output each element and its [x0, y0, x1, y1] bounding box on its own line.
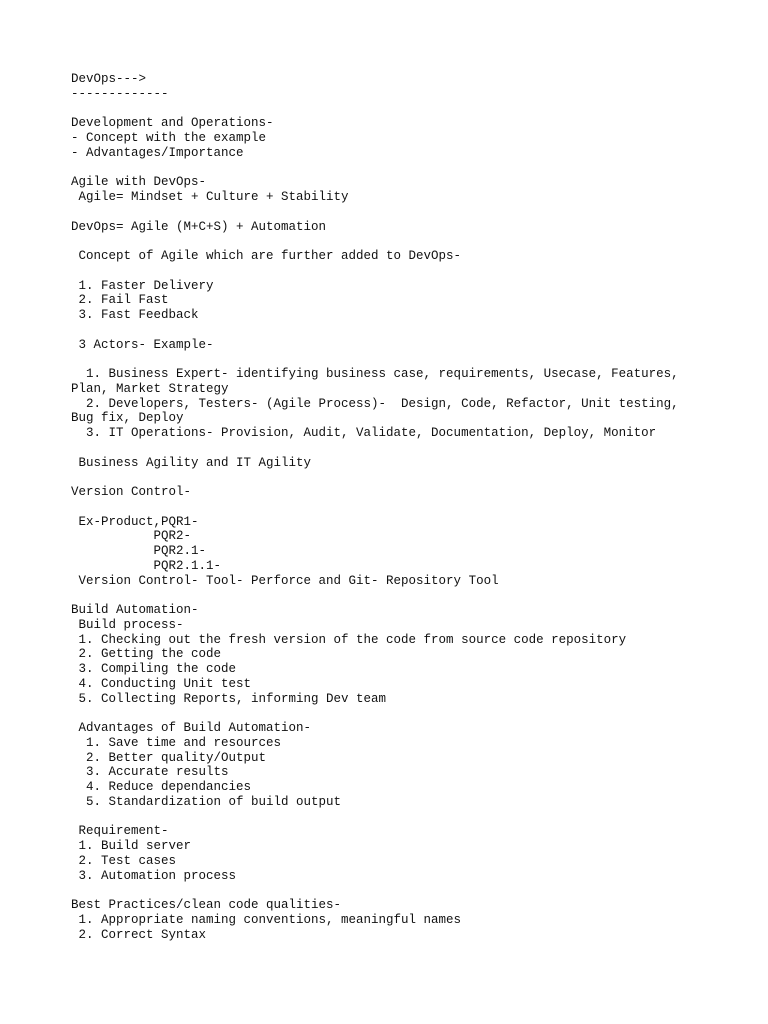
text-line: 2. Correct Syntax: [71, 927, 207, 942]
text-line: Concept of Agile which are further added to DevOps-: [71, 249, 462, 263]
text-line: Advantages of Build Automation-: [71, 721, 312, 735]
text-line: Version Control- Tool- Perforce and Git- Repository Tool: [71, 573, 499, 588]
text-line: [71, 706, 751, 721]
text-line: Build process-: [71, 617, 184, 632]
text-line: 1. Build server: [71, 839, 192, 853]
text-line: 3. IT Operations- Provision, Audit, Validate, Documentation, Deploy, Monitor: [71, 426, 657, 440]
text-line: 3 Actors- Example-: [71, 337, 214, 352]
text-line: DevOps--->: [71, 72, 147, 86]
text-line: [71, 205, 751, 220]
text-line: PQR2.1.1-: [71, 558, 222, 573]
text-line: [71, 102, 751, 117]
text-line: [71, 470, 751, 485]
text-line: [71, 883, 751, 898]
text-line: [71, 500, 751, 515]
text-line: PQR2-: [71, 529, 192, 544]
text-line: 2. Test cases: [71, 853, 177, 868]
text-line: 5. Collecting Reports, informing Dev team: [71, 691, 387, 706]
text-line: [71, 441, 751, 456]
text-line: Best Practices/clean code qualities-: [71, 898, 342, 912]
text-line: Agile with DevOps-: [71, 175, 207, 190]
text-line: 1. Save time and resources: [71, 735, 282, 750]
text-line: Bug fix, Deploy: [71, 411, 184, 426]
text-line: [71, 810, 751, 825]
text-line: [71, 588, 751, 603]
text-line: 4. Reduce dependancies: [71, 780, 252, 794]
text-line: Development and Operations-: [71, 116, 274, 131]
document-text: [71, 72, 751, 942]
text-line: 1. Checking out the fresh version of the code from source code repository: [71, 632, 627, 647]
text-line: -------------: [71, 86, 169, 101]
text-line: Business Agility and IT Agility: [71, 455, 312, 470]
text-line: [71, 352, 751, 367]
text-line: [71, 234, 751, 249]
text-line: 1. Faster Delivery: [71, 278, 214, 293]
text-line: 3. Accurate results: [71, 765, 229, 780]
text-line: 1. Business Expert- identifying business case, requirements, Usecase, Features,: [71, 367, 679, 381]
text-line: 3. Automation process: [71, 868, 237, 883]
text-line: [71, 161, 751, 176]
text-line: Version Control-: [71, 485, 192, 499]
text-line: [71, 264, 751, 279]
text-line: Plan, Market Strategy: [71, 381, 229, 396]
text-line: Agile= Mindset + Culture + Stability: [71, 190, 349, 204]
text-line: - Concept with the example: [71, 131, 267, 145]
text-line: 2. Getting the code: [71, 647, 222, 662]
text-line: - Advantages/Importance: [71, 145, 244, 160]
text-line: Ex-Product,PQR1-: [71, 514, 199, 529]
text-line: 2. Better quality/Output: [71, 750, 267, 765]
text-line: [71, 323, 751, 338]
text-line: 1. Appropriate naming conventions, meaningful names: [71, 912, 462, 927]
text-line: 3. Compiling the code: [71, 662, 237, 676]
text-line: PQR2.1-: [71, 544, 207, 558]
text-line: 4. Conducting Unit test: [71, 676, 252, 691]
text-line: DevOps= Agile (M+C+S) + Automation: [71, 219, 327, 234]
text-line: 5. Standardization of build output: [71, 794, 342, 809]
text-line: Build Automation-: [71, 603, 199, 617]
text-line: 2. Fail Fast: [71, 293, 169, 308]
text-line: 2. Developers, Testers- (Agile Process)- Design, Code, Refactor, Unit testing,: [71, 396, 679, 411]
text-line: Requirement-: [71, 824, 169, 839]
text-line: 3. Fast Feedback: [71, 308, 199, 322]
